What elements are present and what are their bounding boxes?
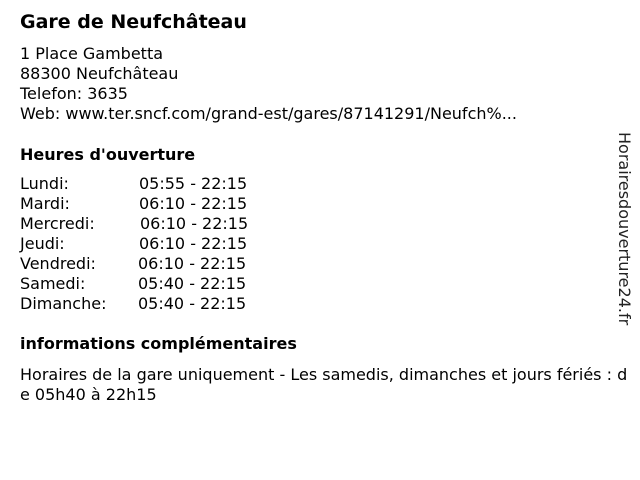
hours-row-saturday xyxy=(20,274,320,294)
site-watermark xyxy=(612,132,636,344)
city-address: 88300 Neufchâteau xyxy=(20,64,179,83)
day-label: Mercredi: xyxy=(20,214,95,233)
hours-row-tuesday xyxy=(20,194,320,214)
opening-hours-table xyxy=(20,174,320,314)
day-label: Dimanche: xyxy=(20,294,107,313)
day-label: Vendredi: xyxy=(20,254,96,273)
address-block xyxy=(20,44,517,124)
additional-info-text: Horaires de la gare uniquement - Les samedis, dimanches et jours fériés : de 05h40 à 22h15 xyxy=(20,365,628,404)
day-label: Lundi: xyxy=(20,174,69,193)
time-range: 05:40 - 22:15 xyxy=(138,294,247,313)
time-range: 06:10 - 22:15 xyxy=(139,234,248,253)
day-label: Samedi: xyxy=(20,274,86,293)
hours-row-monday xyxy=(20,174,320,194)
website-link[interactable]: Web: www.ter.sncf.com/grand-est/gares/87141291/Neufch%... xyxy=(20,104,517,123)
opening-hours-heading: Heures d'ouverture xyxy=(20,145,196,164)
time-range: 06:10 - 22:15 xyxy=(139,194,248,213)
hours-row-wednesday xyxy=(20,214,320,234)
street-address: 1 Place Gambetta xyxy=(20,44,164,63)
time-range: 05:40 - 22:15 xyxy=(138,274,247,293)
time-range: 05:55 - 22:15 xyxy=(139,174,248,193)
hours-row-sunday xyxy=(20,294,320,314)
station-title: Gare de Neufchâteau xyxy=(20,11,247,33)
time-range: 06:10 - 22:15 xyxy=(138,254,247,273)
hours-row-thursday xyxy=(20,234,320,254)
time-range: 06:10 - 22:15 xyxy=(140,214,249,233)
hours-row-friday xyxy=(20,254,320,274)
watermark-text: Horairesdouverture24.fr xyxy=(615,132,634,326)
day-label: Jeudi: xyxy=(20,234,65,253)
phone-number: Telefon: 3635 xyxy=(20,84,128,103)
additional-info-heading: informations complémentaires xyxy=(20,334,297,353)
day-label: Mardi: xyxy=(20,194,70,213)
